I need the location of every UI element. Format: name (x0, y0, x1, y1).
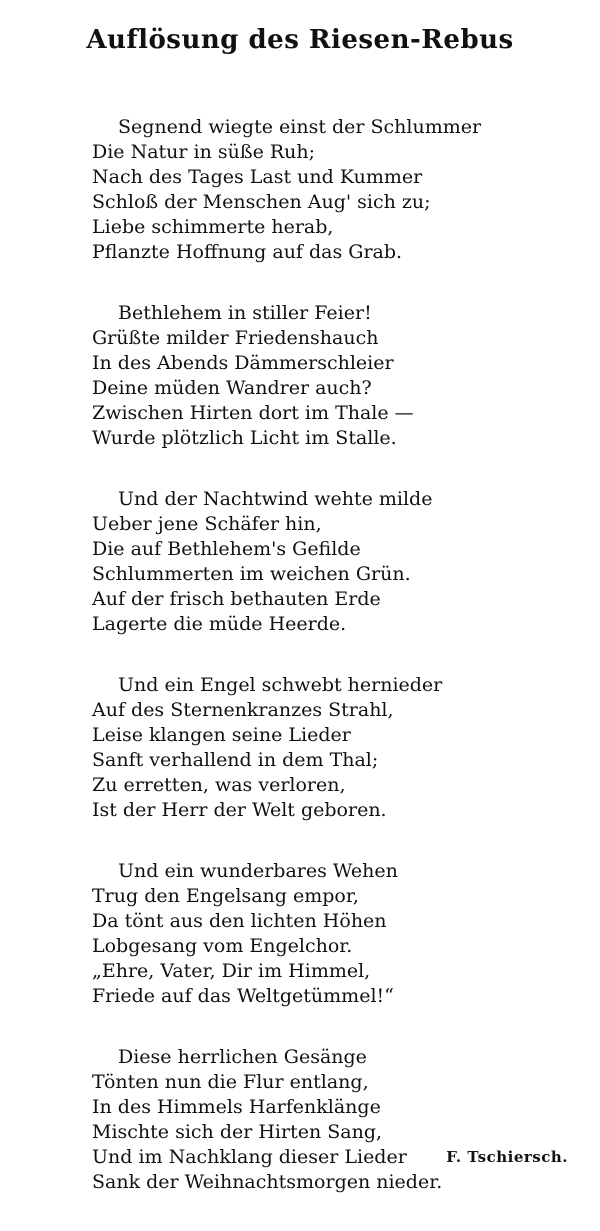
poem-line: Auf der frisch bethauten Erde (92, 588, 381, 610)
poem-line: Und ein Engel schwebt hernieder (118, 674, 443, 696)
stanza-5 (92, 859, 572, 1009)
poem-line: Schloß der Menschen Aug' sich zu; (92, 191, 431, 213)
poem-line: Zu erretten, was verloren, (92, 774, 346, 796)
poem-line: Mischte sich der Hirten Sang, (92, 1121, 383, 1143)
poem-line: In des Abends Dämmerschleier (92, 352, 394, 374)
poem-line: Pflanzte Hoffnung auf das Grab. (92, 241, 403, 263)
poem-line: Und im Nachklang dieser Lieder (92, 1146, 407, 1168)
poem-line: Lagerte die müde Heerde. (92, 613, 347, 635)
poem-line: Die Natur in süße Ruh; (92, 141, 316, 163)
poem-line: Zwischen Hirten dort im Thale — (92, 402, 414, 424)
poem-line: Nach des Tages Last und Kummer (92, 166, 423, 188)
poem-line: Auf des Sternenkranzes Strahl, (92, 699, 394, 721)
poem-line: Trug den Engelsang empor, (92, 885, 359, 907)
poem-line: Schlummerten im weichen Grün. (92, 563, 411, 585)
author-signature: F. Tschiersch. (446, 1148, 568, 1166)
poem-line: Tönten nun die Flur entlang, (92, 1071, 369, 1093)
poem-line: Bethlehem in stiller Feier! (118, 302, 372, 324)
poem-line: Ist der Herr der Welt geboren. (92, 799, 387, 821)
poem-line: Segnend wiegte einst der Schlummer (118, 116, 482, 138)
poem-title: Auflösung des Riesen-Rebus (86, 25, 514, 55)
poem-line: Sanft verhallend in dem Thal; (92, 749, 379, 771)
poem-line: Deine müden Wandrer auch? (92, 377, 372, 399)
poem-line: Ueber jene Schäfer hin, (92, 513, 322, 535)
stanza-1 (92, 115, 572, 265)
poem-line: Leise klangen seine Lieder (92, 724, 351, 746)
poem-line: „Ehre, Vater, Dir im Himmel, (92, 960, 371, 982)
stanza-6 (92, 1045, 572, 1195)
poem-line: Und ein wunderbares Wehen (118, 860, 398, 882)
poem-line: Die auf Bethlehem's Gefilde (92, 538, 361, 560)
poem-line: Friede auf das Weltgetümmel!“ (92, 985, 394, 1007)
poem-line: Lobgesang vom Engelchor. (92, 935, 353, 957)
poem-line: Da tönt aus den lichten Höhen (92, 910, 387, 932)
stanza-2 (92, 301, 572, 451)
poem-line: Wurde plötzlich Licht im Stalle. (92, 427, 397, 449)
stanza-4 (92, 673, 572, 823)
poem-line: Liebe schimmerte herab, (92, 216, 334, 238)
poem-line: Sank der Weihnachtsmorgen nieder. (92, 1171, 443, 1193)
poem-line: Und der Nachtwind wehte milde (118, 488, 433, 510)
poem-line: In des Himmels Harfenklänge (92, 1096, 381, 1118)
poem-line: Grüßte milder Friedenshauch (92, 327, 379, 349)
poem-line: Diese herrlichen Gesänge (118, 1046, 367, 1068)
poem-body (92, 115, 572, 1231)
stanza-3 (92, 487, 572, 637)
